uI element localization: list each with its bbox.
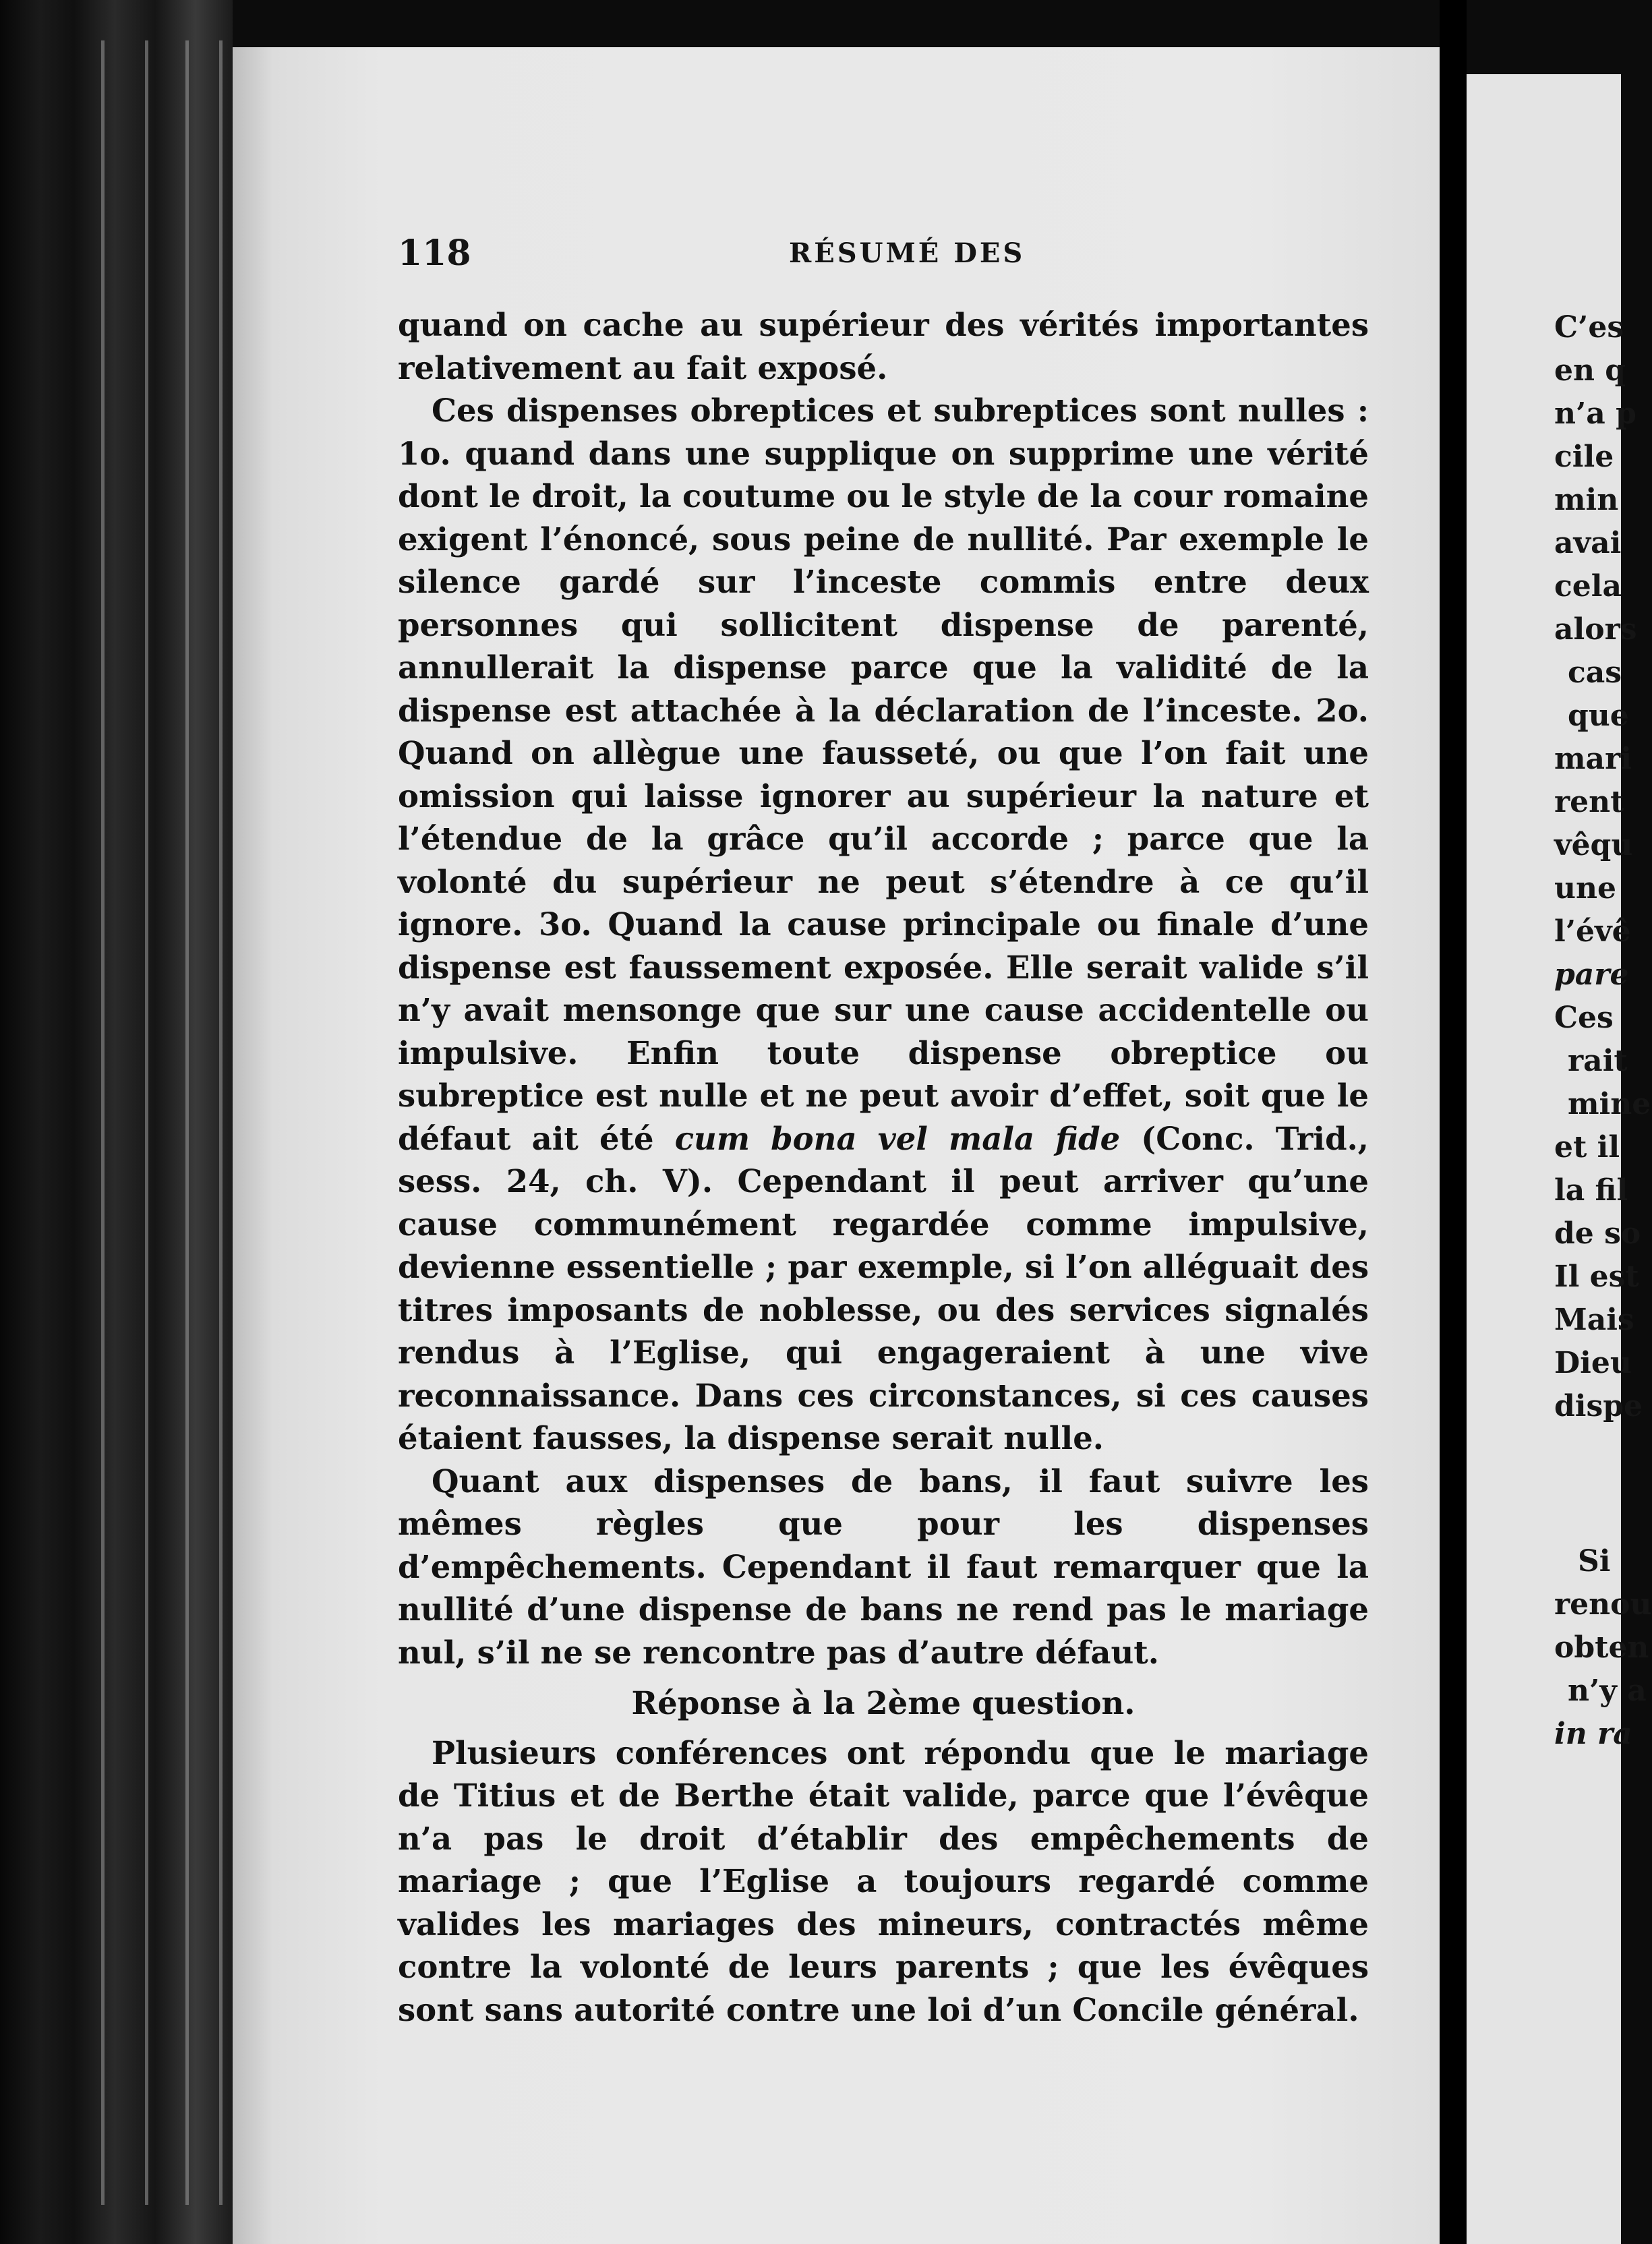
paragraph-2	[398, 389, 1369, 1460]
binding-stripe	[145, 40, 148, 2205]
paragraph-4	[398, 1732, 1369, 2032]
fragment-line: renou	[1554, 1587, 1652, 1622]
fragment-line: dispe	[1554, 1389, 1643, 1423]
fragment-line: cela	[1554, 569, 1622, 603]
paragraph-text: Quant aux dispenses de bans, il faut suivre les mêmes règles que pour les dispenses d’empêchements. Cependant il faut remarquer que la nullité d’une dispense de bans ne rend pas le mariage nul, s’il ne se rencontre pas d’autre défaut.	[398, 1462, 1369, 1671]
fragment-line: l’évê	[1554, 914, 1631, 949]
fragment-line: de so	[1554, 1216, 1641, 1251]
fragment-line: Dieu	[1554, 1346, 1632, 1380]
page-number: 118	[398, 233, 471, 274]
binding-stripe	[219, 40, 223, 2205]
fragment-line: une	[1554, 871, 1616, 906]
fragment-line: vêqu	[1554, 828, 1633, 862]
fragment-line: mine	[1568, 1087, 1651, 1121]
fragment-line: Si	[1578, 1544, 1611, 1578]
fragment-line: n’a p	[1554, 396, 1636, 431]
binding-stripe	[101, 40, 105, 2205]
facing-page-fragment	[1467, 74, 1652, 2244]
fragment-line: et il	[1554, 1130, 1620, 1164]
book-binding-edge	[0, 0, 233, 2244]
paragraph-text: (Conc. Trid., sess. 24, ch. V). Cependant il peut arriver qu’une cause communément regardée comme impulsive, devienne essentielle ; par exemple, si l’on alléguait des titres imposants de noblesse, ou des services signalés rendus à l’Eglise, qui engageraient à une vive reconnaissance. Dans ces circonstances, si ces causes étaient fausses, la dispense serait nulle.	[398, 1119, 1369, 1456]
fragment-line: mari	[1554, 742, 1632, 776]
page-body-text	[398, 303, 1369, 2031]
binding-stripe	[185, 40, 189, 2205]
fragment-line: cile	[1554, 440, 1614, 474]
fragment-line: n’y a	[1568, 1674, 1647, 1708]
paragraph-text: Ces dispenses obreptices et subreptices sont nulles : 1o. quand dans une supplique on supprime une vérité dont le droit, la coutume ou le style de la cour romaine exigent l’énoncé, sous peine de nullité. Par exemple le silence gardé sur l’inceste commis entre deux personnes qui sollicitent dispense de parenté, annullerait la dispense parce que la validité de la dispense est attachée à la déclaration de l’inceste. 2o. Quand on allègue une fausseté, ou que l’on fait une omission qui laisse ignorer au supérieur la nature et l’étendue de la grâce qu’il accorde ; parce que la volonté du supérieur ne peut s’étendre à ce qu’il ignore. 3o. Quand la cause principale ou finale d’une dispense est faussement exposée. Elle serait valide s’il n’y avait mensonge que sur une cause accidentelle ou impulsive. Enfin toute dispense obreptice ou subreptice est nulle et ne peut avoir d’effet, soit que le défaut ait été	[398, 392, 1369, 1157]
fragment-line: Mais	[1554, 1303, 1634, 1337]
fragment-line: pare	[1554, 957, 1629, 992]
fragment-line: avai	[1554, 526, 1622, 560]
fragment-line: in ra	[1554, 1717, 1632, 1751]
fragment-line: rent	[1554, 785, 1624, 819]
fragment-line: Il est	[1554, 1260, 1639, 1294]
fragment-line: que	[1568, 699, 1629, 733]
fragment-line: min	[1554, 483, 1619, 517]
fragment-line: alors	[1554, 612, 1637, 647]
fragment-line: cas	[1568, 655, 1622, 690]
fragment-line: en q	[1554, 353, 1626, 388]
fragment-line: obten	[1554, 1630, 1649, 1665]
fragment-line: la fil	[1554, 1173, 1628, 1208]
fragment-line: C’es	[1554, 310, 1624, 345]
paragraph-1	[398, 303, 1369, 389]
section-heading: Réponse à la 2ème question.	[631, 1684, 1135, 1721]
paragraph-3	[398, 1460, 1369, 1674]
fragment-line: Ces	[1554, 1001, 1614, 1035]
running-header: RÉSUMÉ DES	[789, 237, 1026, 269]
page-gutter	[1440, 0, 1467, 2244]
fragment-line: rait	[1568, 1044, 1628, 1078]
latin-phrase: cum bona vel mala fide	[674, 1119, 1121, 1157]
paragraph-text: Plusieurs conférences ont répondu que le mariage de Titius et de Berthe était valide, parce que l’évêque n’a pas le droit d’établir des empêchements de mariage ; que l’Eglise a toujours regardé comme valides les mariages des mineurs, contractés même contre la volonté de leurs parents ; que les évêques sont sans autorité contre une loi d’un Concile général.	[398, 1734, 1369, 2028]
paragraph-text: quand on cache au supérieur des vérités importantes relativement au fait exposé.	[398, 306, 1369, 386]
